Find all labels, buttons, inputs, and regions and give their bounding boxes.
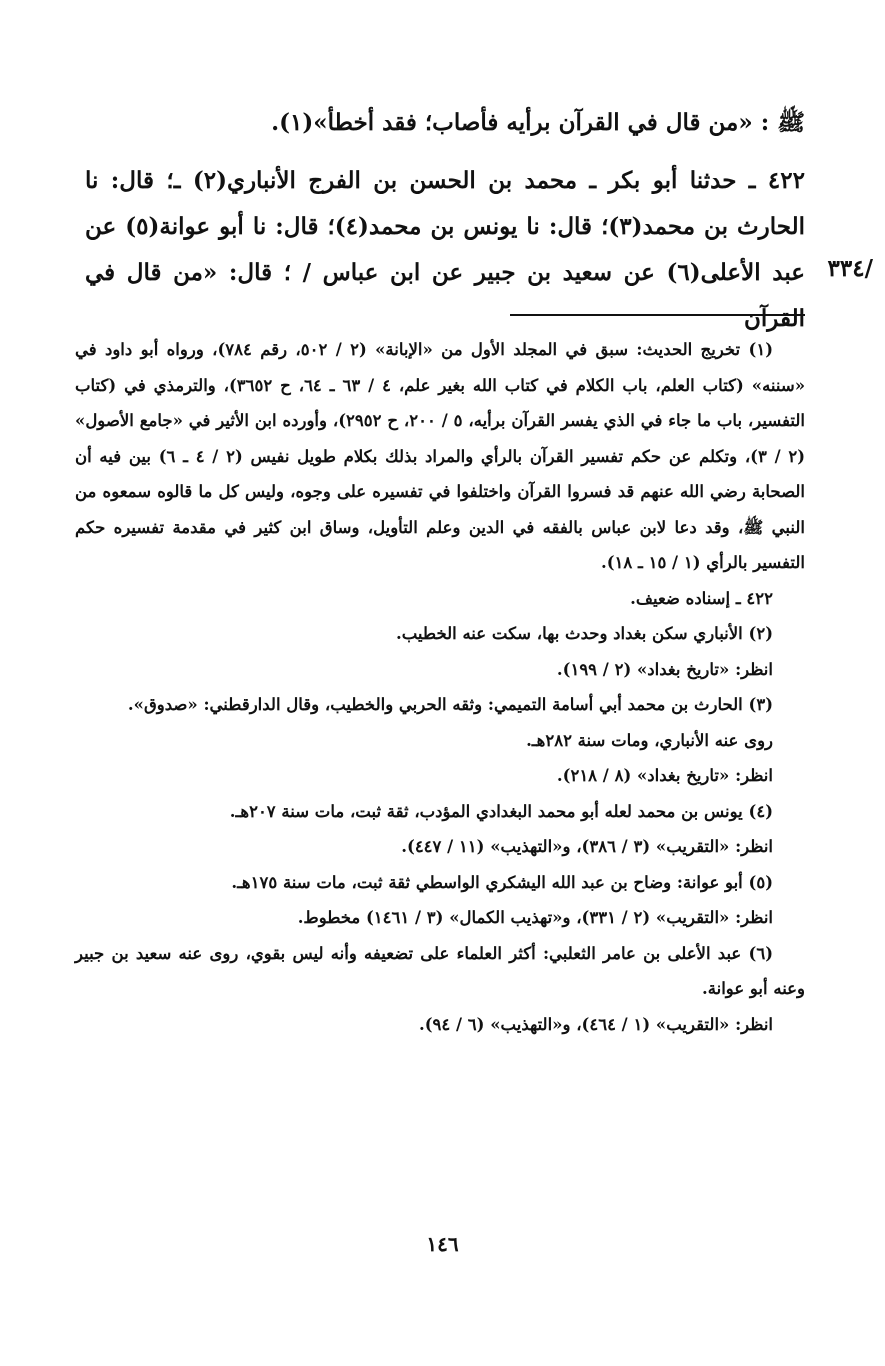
footnote-1: (١) تخريج الحديث: سبق في المجلد الأول من «الإبانة» (٢ / ٥٠٢، رقم ٧٨٤)، ورواه أبو داود في «سننه» (كتاب العلم، باب الكلام في كتاب الله بغير علم، ٤ / ٦٣ ـ ٦٤، ح ٣٦٥٢)، والترمذي في (كتاب التفسير، باب ما جاء في الذي يفسر القرآن برأيه، ٥ / ٢٠٠، ح ٢٩٥٢)، وأورده ابن الأثير في «جامع الأصول» (٢ / ٣)، وتكلم عن حكم تفسير القرآن بالرأي والمراد بذلك بكلام طويل نفيس (٢ / ٤ ـ ٦) بين فيه أن الصحابة رضي الله عنهم قد فسروا القرآن واختلفوا في تفسيره على وجوه، وليس كل ما قالوه سمعوه من النبي ﷺ، وقد دعا لابن عباس بالفقه في الدين وعلم التأويل، وساق ابن كثير في مقدمة تفسيره حكم التفسير بالرأي (١ / ١٥ ـ ١٨). xyxy=(75,340,806,572)
main-text-line-1: ﷺ : «من قال في القرآن برأيه فأصاب؛ فقد أخطأ»(١). xyxy=(271,109,805,136)
footnote-3: (٣) الحارث بن محمد أبي أسامة التميمي: وثقه الحربي والخطيب، وقال الدارقطني: «صدوق». xyxy=(127,695,773,714)
footnote-2-ref: انظر: «تاريخ بغداد» (٢ / ١٩٩). xyxy=(556,659,773,679)
footnotes xyxy=(75,332,805,1042)
main-text xyxy=(85,100,805,342)
hadith-422-text: ٤٢٢ ـ حدثنا أبو بكر ـ محمد بن الحسن بن الفرج الأنباري(٢) ـ؛ قال: نا الحارث بن محمد(٣)؛ قال: نا يونس بن محمد(٤)؛ قال: نا أبو عوانة(٥) عن عبد الأعلى(٦) عن سعيد بن جبير عن ابن عباس / ؛ قال: «من قال في القرآن xyxy=(85,167,806,332)
footnote-separator xyxy=(510,314,805,316)
footnote-5: (٥) أبو عوانة: وضاح بن عبد الله اليشكري الواسطي ثقة ثبت، مات سنة ١٧٥هـ. xyxy=(231,872,773,892)
footnote-6-ref: انظر: «التقريب» (١ / ٤٦٤)، و«التهذيب» (٦ / ٩٤). xyxy=(418,1014,773,1034)
margin-reference: /٣٣٤ xyxy=(827,255,873,282)
footnote-4-ref: انظر: «التقريب» (٣ / ٣٨٦)، و«التهذيب» (١١ / ٤٤٧). xyxy=(401,837,773,856)
footnote-4: (٤) يونس بن محمد لعله أبو محمد البغدادي المؤدب، ثقة ثبت، مات سنة ٢٠٧هـ. xyxy=(229,801,773,821)
footnote-3-note: روى عنه الأنباري، ومات سنة ٢٨٢هـ. xyxy=(526,730,773,750)
page-number: ١٤٦ xyxy=(426,1232,459,1256)
footnote-2: (٢) الأنباري سكن بغداد وحدث بها، سكت عنه الخطيب. xyxy=(395,624,773,643)
footnote-6: (٦) عبد الأعلى بن عامر الثعلبي: أكثر العلماء على تضعيفه وأنه ليس بقوي، روى عنه سعيد بن جبير وعنه أبو عوانة. xyxy=(75,943,805,998)
footnote-5-ref: انظر: «التقريب» (٢ / ٣٣١)، و«تهذيب الكمال» (٣ / ١٤٦١) مخطوط. xyxy=(297,908,773,927)
footnote-3-ref: انظر: «تاريخ بغداد» (٨ / ٢١٨). xyxy=(556,766,773,785)
footnote-isnad: ٤٢٢ ـ إسناده ضعيف. xyxy=(630,588,773,608)
